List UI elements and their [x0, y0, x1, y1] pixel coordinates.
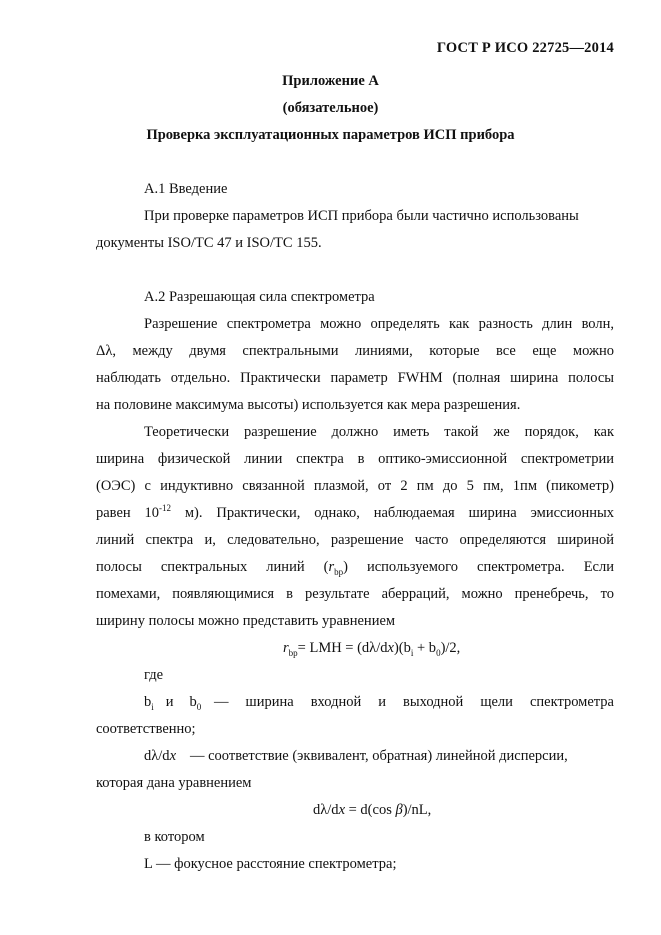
symbol-x: x — [387, 640, 394, 656]
text-fragment: )(b — [393, 640, 411, 656]
symbol-r: r — [283, 640, 289, 656]
definition-symbol — [144, 693, 201, 711]
text-fragment: dλ/d — [313, 802, 339, 818]
paragraph-line — [96, 558, 614, 576]
text-fragment: = d(cos — [345, 802, 396, 818]
paragraph-line: наблюдать отдельно. Практически параметр FWHM (полная ширина полосы — [96, 370, 614, 386]
in-which-label: в котором — [144, 829, 205, 845]
symbol-dldx: dλ/d — [144, 748, 170, 764]
subscript: bp — [334, 566, 344, 577]
subscript: 0 — [436, 647, 441, 658]
text-fragment: ) используемого спектрометра. Если — [343, 559, 614, 575]
exponent: -12 — [159, 503, 172, 514]
text-fragment: )/2, — [440, 640, 461, 656]
formula-dispersion — [313, 801, 431, 819]
paragraph-line: Разрешение спектрометра можно определять как разность длин волн, — [144, 316, 614, 332]
text-fragment: и — [165, 694, 174, 710]
section-a1-title: А.1 Введение — [144, 181, 228, 197]
definition-text: — ширина входной и выходной щели спектрометра — [214, 694, 614, 710]
symbol-beta: β — [395, 802, 403, 818]
definition-continuation: которая дана уравнением — [96, 775, 252, 791]
paragraph-line: Δλ, между двумя спектральными линиями, которые все еще можно — [96, 343, 614, 359]
text-fragment: + b — [413, 640, 437, 656]
formula-bandwidth — [283, 639, 460, 657]
text-fragment: = LMH = (dλ/d — [297, 640, 388, 656]
annex-heading: Проверка эксплуатационных параметров ИСП прибора — [146, 127, 515, 143]
paragraph-line: линий спектра и, следовательно, разрешение часто определяются шириной — [96, 532, 614, 548]
annex-title: Приложение А — [282, 73, 379, 89]
text-fragment: равен 10 — [96, 505, 160, 521]
annex-status: (обязательное) — [282, 100, 379, 116]
definition-line — [144, 747, 568, 765]
paragraph-line: ширину полосы можно представить уравнением — [96, 613, 396, 629]
definition-text: — соответствие (эквивалент, обратная) линейной дисперсии, — [190, 748, 568, 764]
paragraph-line: ширина физической линии спектра в оптико-эмиссионной спектрометрии — [96, 451, 614, 467]
text-fragment: м). Практически, однако, наблюдаемая ширина эмиссионных — [171, 505, 614, 521]
symbol-x: x — [169, 748, 176, 764]
standard-code: ГОСТ Р ИСО 22725—2014 — [436, 40, 614, 56]
subscript: i — [151, 701, 154, 712]
paragraph-line: Теоретически разрешение должно иметь такой же порядок, как — [144, 424, 614, 440]
subscript: 0 — [196, 701, 202, 712]
definition-line: L — фокусное расстояние спектрометра; — [144, 856, 397, 872]
text-fragment: )/nL, — [402, 802, 432, 818]
subscript: bp — [288, 647, 298, 658]
paragraph-line: на половине максимума высоты) используется как мера разрешения. — [96, 397, 521, 413]
where-label: где — [144, 667, 164, 683]
section-a1-text-line: документы ISO/TC 47 и ISO/TC 155. — [96, 235, 322, 251]
symbol-x: x — [338, 802, 345, 818]
text-fragment: полосы спектральных линий ( — [96, 559, 329, 575]
symbol-b: b — [189, 694, 197, 710]
subscript: i — [410, 647, 414, 658]
section-a2-title: А.2 Разрешающая сила спектрометра — [144, 289, 375, 305]
symbol-b: b — [144, 694, 152, 710]
symbol-r: r — [328, 559, 335, 575]
paragraph-line: (ОЭС) с индуктивно связанной плазмой, от 2 пм до 5 пм, 1пм (пикометр) — [96, 478, 614, 494]
definition-continuation: соответственно; — [96, 721, 196, 737]
paragraph-line — [96, 504, 614, 522]
section-a1-text-line: При проверке параметров ИСП прибора были частично использованы — [144, 208, 579, 224]
paragraph-line: помехами, появляющимися в результате аберраций, можно пренебречь, то — [96, 586, 614, 602]
